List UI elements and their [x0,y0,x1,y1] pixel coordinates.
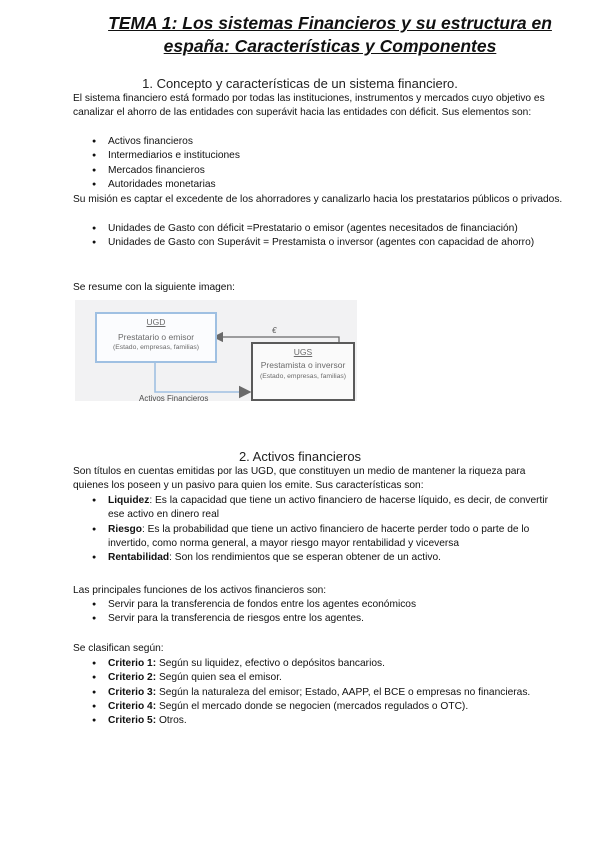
criterios-list [92,657,562,728]
definition: Según su liquidez, efectivo o depósitos bancarios. [156,658,385,669]
definition: : Es la probabilidad que tiene un activo financiero de hacerte perder todo o parte de lo invertido, como norma general, a mayor riesgo mayor rentabilidad y viceversa [108,523,530,549]
page-title [60,12,600,58]
definition: Otros. [156,715,187,727]
list-item [92,551,562,565]
characteristics-list [92,494,562,565]
resume-text: Se resume con la siguiente imagen: [73,282,235,293]
list-item [92,523,562,552]
ugs-label: UGS [293,347,313,357]
term: Rentabilidad [108,552,170,564]
list-item: ● Autoridades monetarias [92,178,562,192]
section-1-intro: El sistema financiero está formado por todas las instituciones, instrumentos y mercados cuyo objetivo es canalizar el ahorro de las entidades con superávit hacia las entidades con déficit. Sus elementos son: [73,93,545,119]
ugs-box [251,342,355,401]
term: Criterio 4: [108,700,157,712]
definition: Según la naturaleza del emisor; Estado, AAPP, el BCE o empresas no financieras. [156,686,531,698]
list-item: ● Mercados financieros [92,164,562,178]
term: Criterio 5: [108,715,157,727]
section-2-heading: 2. Activos financieros [238,449,362,464]
list-item: ● Activos financieros [92,135,562,149]
term: Criterio 3: [108,686,157,698]
definition: : Es la capacidad que tiene un activo financiero de hacerse líquido, es decir, de convertir ese activo en dinero real [108,495,548,521]
ugd-sub: (Estado, empresas, familias) [112,344,200,351]
section-2-intro: Son títulos en cuentas emitidas por las UGD, que constituyen un medio de mantener la riqueza para quienes los poseen y un pasivo para quien los emite. Sus características son: [73,466,526,492]
definition: : Son los rendimientos que se esperan obtener de un activo. [169,552,441,564]
list-item [92,494,562,523]
list-item [92,686,562,700]
ugd-box [95,312,217,363]
section-1-heading: 1. Concepto y características de un sistema financiero. [142,76,458,91]
title-line-1: TEMA 1: Los sistemas Financieros y su estructura en [108,13,552,33]
mision-paragraph: Su misión es captar el excedente de los ahorradores y canalizarlo hacia los prestatarios públicos o privados. [73,194,563,205]
financial-flow-diagram [75,300,357,401]
list-item: ● Servir para la transferencia de riesgos entre los agentes. [92,612,562,626]
clasificacion-intro: Se clasifican según: [73,643,164,654]
term: Criterio 2: [108,672,157,684]
euro-label: € [272,326,277,335]
list-item: ● Intermediarios e instituciones [92,149,562,163]
list-item [92,700,562,714]
ugs-role: Prestamista o inversor [260,360,346,370]
list-item [92,714,562,728]
ugd-role: Prestatario o emisor [117,332,195,342]
term: Criterio 1: [108,658,157,669]
ugs-sub: (Estado, empresas, familias) [259,373,347,380]
assets-arrow-label: Activos Financieros [139,394,209,403]
list-item [92,671,562,685]
term: Liquidez [108,495,150,506]
definition: Según quien sea el emisor. [156,672,282,684]
definition: Según el mercado donde se negocien (mercados regulados o OTC). [156,700,469,712]
units-list [92,222,562,251]
term: Riesgo [108,523,142,535]
funciones-intro: Las principales funciones de los activos financieros son: [73,585,327,596]
funciones-list [92,598,562,627]
ugd-label: UGD [146,317,166,327]
list-item: ● Unidades de Gasto con déficit =Prestatario o emisor (agentes necesitados de financiación) [92,222,562,236]
title-line-2: españa: Características y Componentes [163,36,497,56]
list-item: ● Unidades de Gasto con Superávit = Prestamista o inversor (agentes con capacidad de ahorro) [92,236,562,250]
list-item [92,657,562,671]
assets-arrow [155,361,250,392]
list-item: ● Servir para la transferencia de fondos entre los agentes económicos [92,598,562,612]
elements-list [92,135,562,192]
